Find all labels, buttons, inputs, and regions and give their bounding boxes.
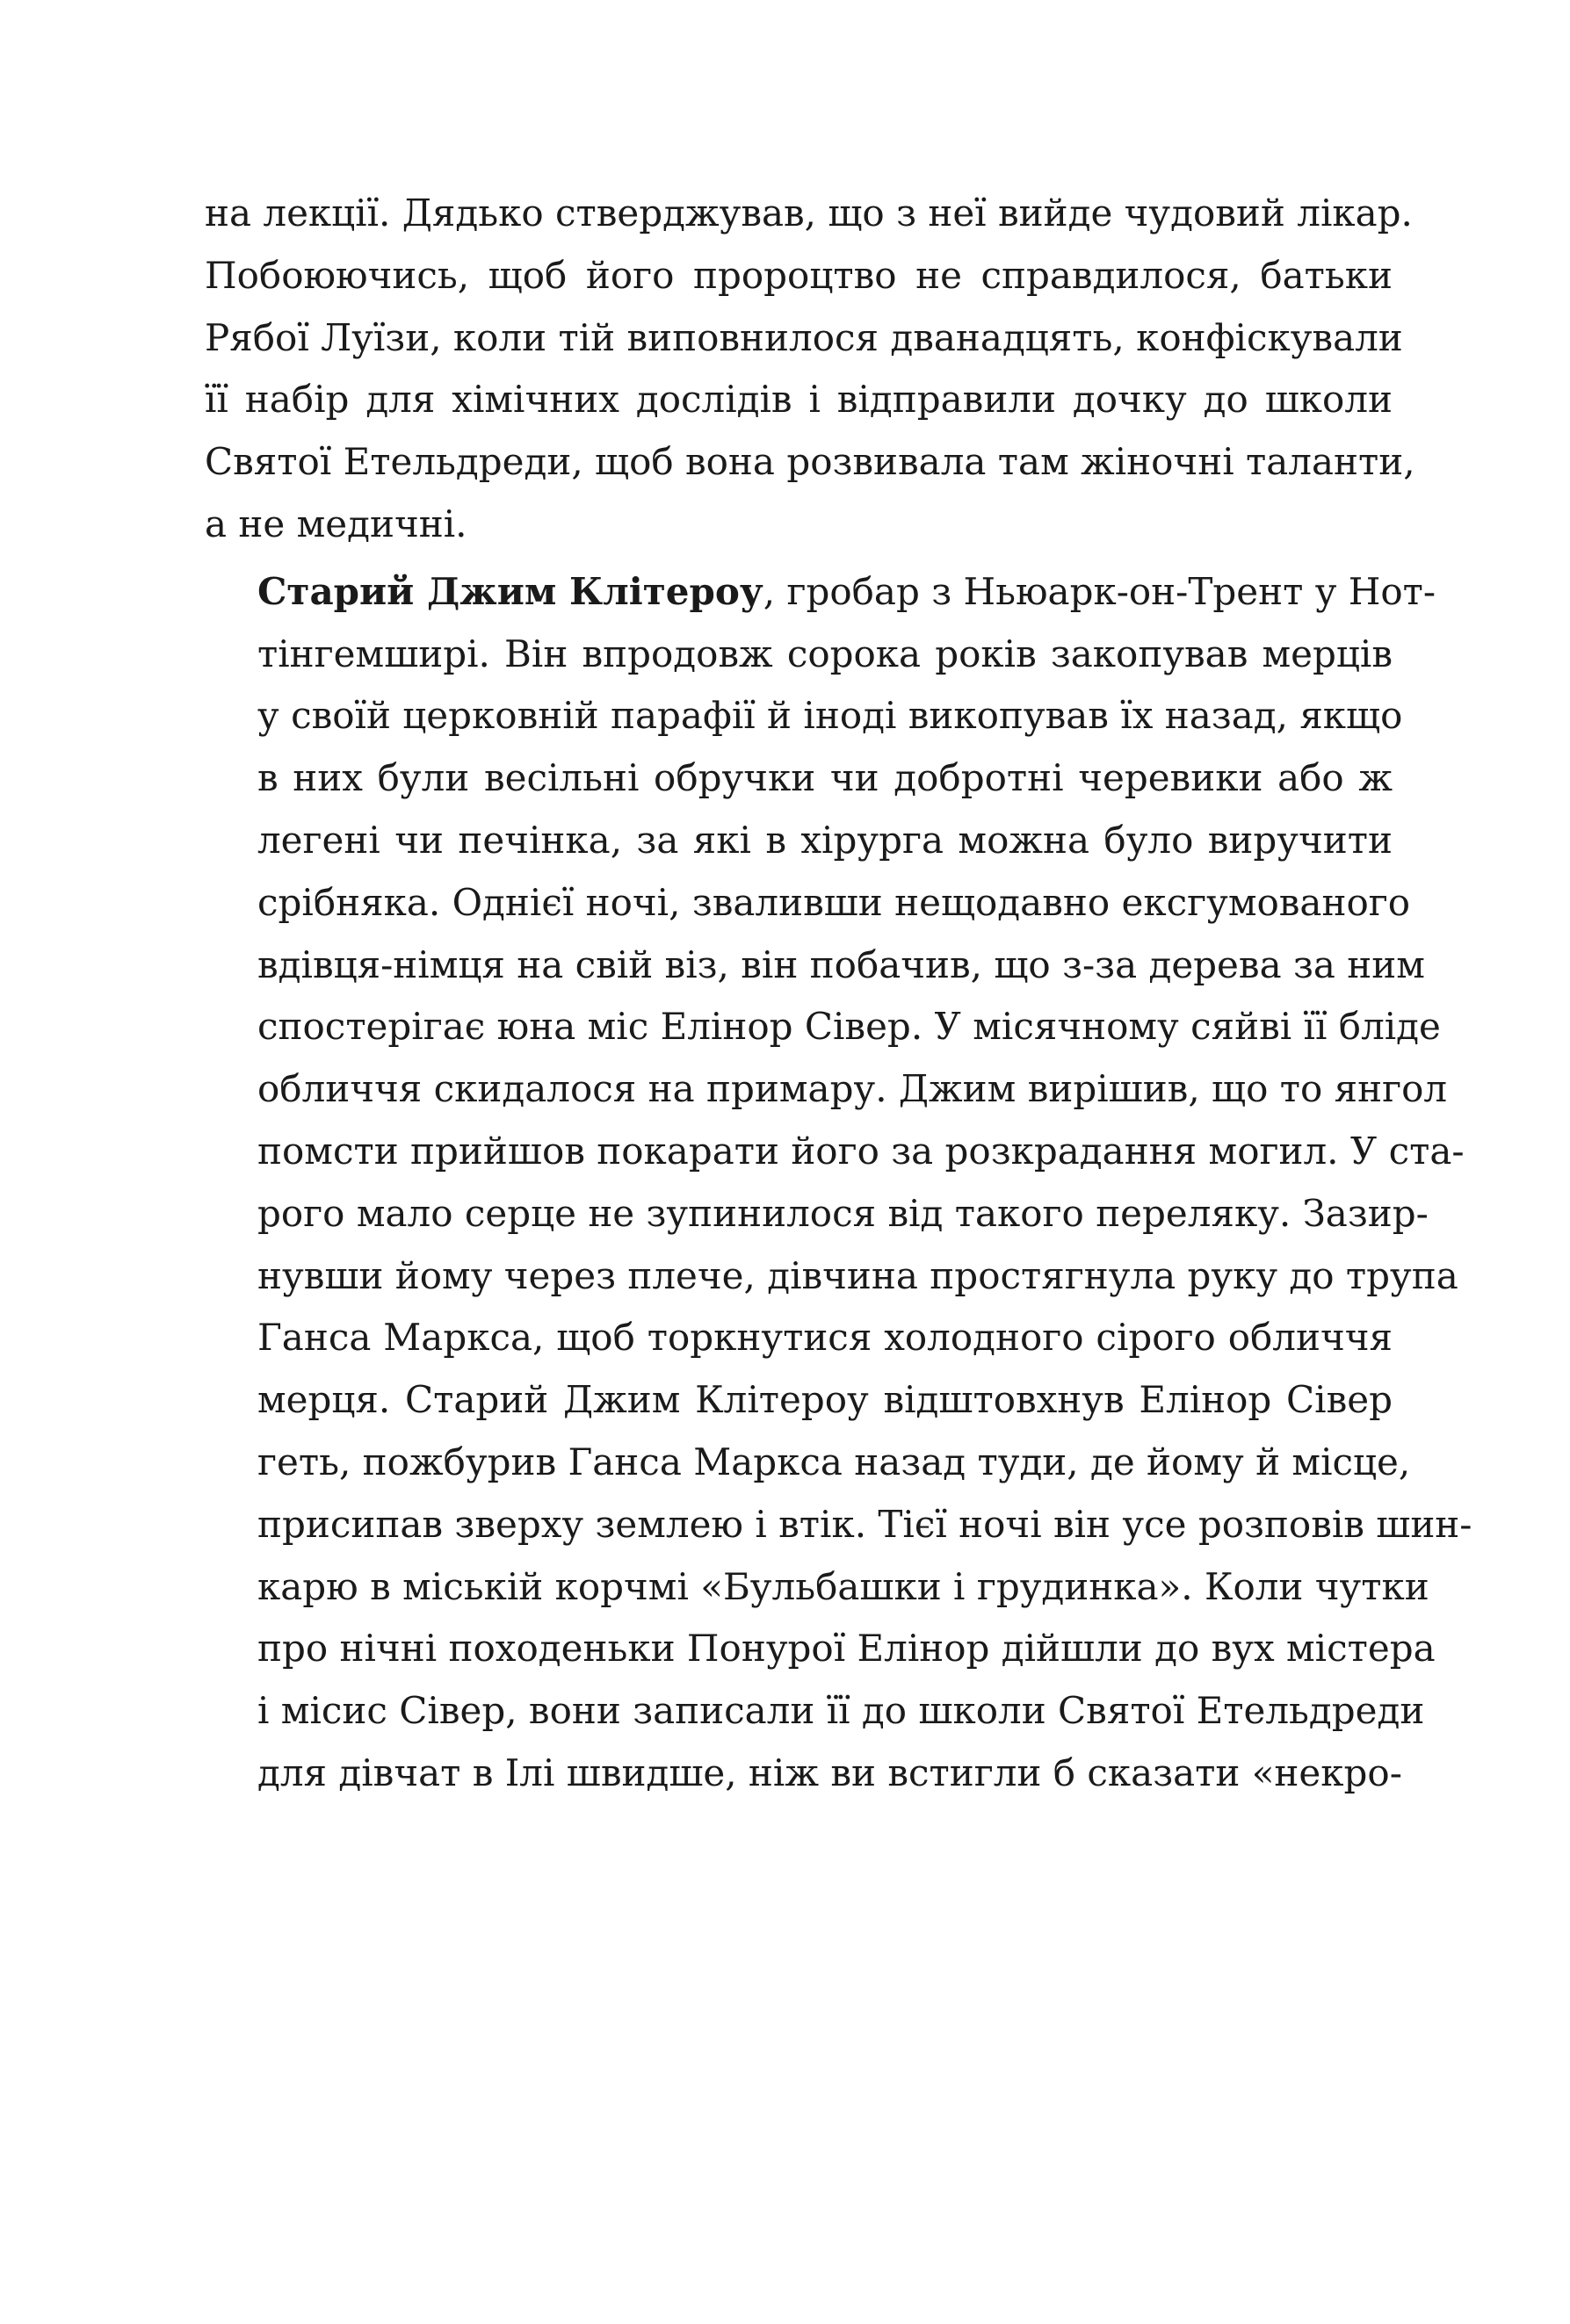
text-line: тінгемширі. Він впродовж сорока років закопував мерців — [257, 632, 1393, 675]
text-line: помсти прийшов покарати його за розкрадання могил. У ста- — [257, 1129, 1465, 1173]
text-line: і місис Сівер, вони записали її до школи Святої Етельдреди — [257, 1689, 1425, 1733]
text-line: спостерігає юна міс Елінор Сівер. У місячному сяйві її бліде — [257, 1005, 1441, 1049]
character-name: Старий Джим Клітероу — [257, 569, 763, 613]
text-line: карю в міській корчмі «Бульбашки і грудинка». Коли чутки — [257, 1564, 1429, 1608]
text-line: геть, пожбурив Ганса Маркса назад туди, де йому й місце, — [257, 1440, 1411, 1483]
text-line: Рябої Луїзи, коли тій виповнилося дванадцять, конфіскували — [205, 315, 1403, 359]
text-line: а не медичні. — [205, 502, 467, 545]
text-line: Побоюючись, щоб його пророцтво не справдилося, батьки — [205, 253, 1393, 297]
text-line: для дівчат в Ілі швидше, ніж ви встигли б сказати «некро- — [257, 1750, 1402, 1794]
text-line: Ганса Маркса, щоб торкнутися холодного сірого обличчя — [257, 1316, 1393, 1360]
text-line: срібняка. Однієї ночі, зваливши нещодавно ексгумованого — [257, 880, 1411, 924]
page-text — [205, 183, 1472, 1805]
text-line: у своїй церковній парафії й іноді викопував їх назад, якщо — [257, 694, 1403, 738]
text-line: нувши йому через плече, дівчина простягнула руку до трупа — [257, 1253, 1458, 1297]
text-line: її набір для хімічних дослідів і відправили дочку до школи — [205, 378, 1393, 422]
text-line: в них були весільні обручки чи добротні черевики або ж — [257, 756, 1393, 800]
text-line: вдівця-німця на свій віз, він побачив, що з-за дерева за ним — [257, 942, 1425, 986]
paragraph-1 — [205, 183, 1415, 556]
text-line: рого мало серце не зупинилося від такого переляку. Зазир- — [257, 1191, 1429, 1235]
text-line: легені чи печінка, за які в хірурга можна було виручити — [257, 818, 1393, 862]
text-line: присипав зверху землею і втік. Тієї ночі він усе розповів шин- — [257, 1502, 1472, 1546]
text-run: , гробар з Ньюарк-он-Трент у Нот- — [763, 569, 1436, 613]
text-line: про нічні походеньки Понурої Елінор дійшли до вух містера — [257, 1627, 1436, 1671]
text-line: обличчя скидалося на примару. Джим вирішив, що то янгол — [257, 1067, 1448, 1111]
text-line — [205, 561, 1436, 624]
text-line: Святої Етельдреди, щоб вона розвивала там жіночні таланти, — [205, 440, 1415, 484]
text-line: на лекції. Дядько стверджував, що з неї вийде чудовий лікар. — [205, 191, 1413, 235]
text-line: мерця. Старий Джим Клітероу відштовхнув Елінор Сівер — [257, 1378, 1393, 1422]
paragraph-2 — [205, 561, 1472, 1805]
